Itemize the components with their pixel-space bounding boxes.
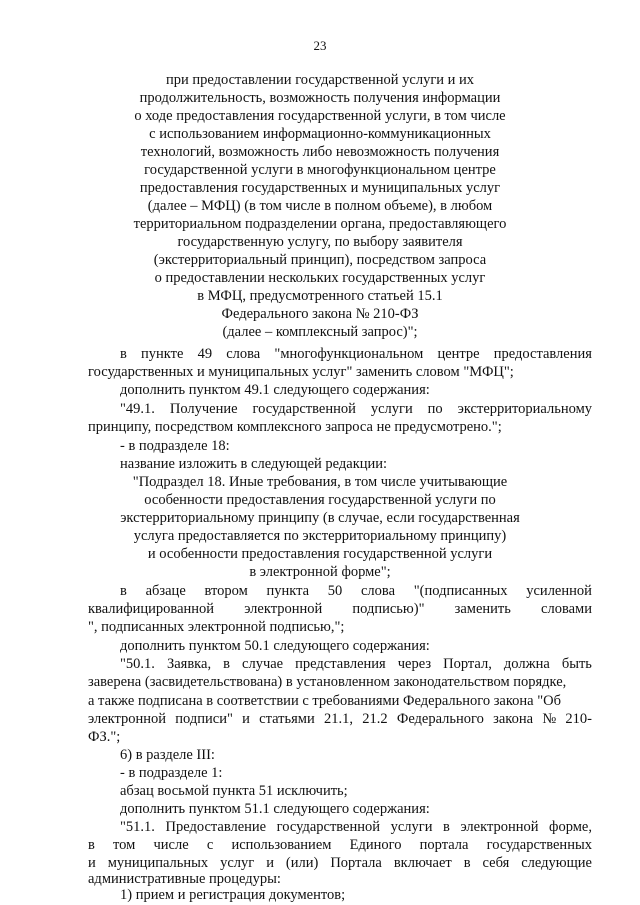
page-number: 23 — [313, 38, 327, 53]
word: подписи" — [175, 711, 233, 727]
word: 21.2 — [362, 711, 388, 727]
word: Единого — [349, 837, 402, 853]
name-edit-line: название изложить в следующей редакции: — [120, 456, 388, 472]
word: 49 — [197, 346, 213, 362]
word: словами — [541, 601, 592, 617]
word: закона — [493, 711, 534, 727]
word: услуги — [390, 819, 433, 835]
word: государственной — [276, 819, 381, 835]
word: "49.1. — [120, 401, 155, 417]
word: и — [88, 855, 96, 871]
word: экстерриториальному — [457, 401, 592, 417]
list-item-1: 1) прием и регистрация документов; — [120, 887, 346, 903]
add-point-49-1: дополнить пунктом 49.1 следующего содержания: — [120, 382, 430, 398]
word: муниципальных — [107, 855, 209, 871]
heading-line: в электронной форме"; — [249, 564, 391, 580]
text-line: заверена (засвидетельствована) в установленном законодательством порядке, — [88, 674, 567, 690]
word: пункта — [266, 583, 310, 599]
word: подписью)" — [352, 601, 425, 617]
title-line: технологий, возможность либо невозможность получения — [140, 144, 500, 160]
word: предоставления — [493, 346, 592, 362]
text-line: административные процедуры: — [88, 871, 281, 887]
word: в — [223, 656, 230, 672]
word: 21.1, — [323, 711, 353, 727]
word: "(подписанных — [413, 583, 508, 599]
heading-line: и особенности предоставления государственной услуги — [147, 546, 493, 562]
word: слова — [361, 583, 396, 599]
add-point-51-1: дополнить пунктом 51.1 следующего содержания: — [120, 801, 430, 817]
word: (или) — [285, 855, 319, 871]
title-line: о ходе предоставления государственной услуги, в том числе — [134, 108, 506, 124]
word: электронной — [244, 601, 323, 617]
text-line: ФЗ."; — [88, 729, 121, 745]
subsection-1: - в подразделе 1: — [120, 765, 223, 781]
word: электронной — [460, 819, 539, 835]
word: через — [397, 656, 432, 672]
word: использованием — [231, 837, 332, 853]
title-line: (экстерриториальный принцип), посредством запроса — [153, 252, 487, 268]
word: включает — [393, 855, 452, 871]
title-line: продолжительность, возможность получения информации — [139, 90, 501, 106]
word: случае — [242, 656, 284, 672]
word: следующие — [521, 855, 592, 871]
word: услуг — [220, 855, 255, 871]
word: форме, — [549, 819, 592, 835]
word: "многофункциональном — [274, 346, 424, 362]
word: 50 — [327, 583, 343, 599]
heading-line: услуга предоставляется по экстерриториальному принципу) — [133, 528, 507, 544]
word: в — [88, 837, 95, 853]
title-line: Федерального закона № 210-ФЗ — [221, 306, 419, 322]
word: Заявка, — [166, 656, 212, 672]
text-line: а также подписана в соответствии с требованиями Федерального закона "Об — [88, 693, 562, 709]
word: электронной — [88, 711, 167, 727]
title-line: предоставления государственных и муниципальных услуг — [139, 180, 501, 196]
word: в — [443, 819, 450, 835]
word: в — [120, 346, 127, 362]
word: усиленной — [526, 583, 592, 599]
word: быть — [561, 656, 592, 672]
word: "50.1. — [120, 656, 155, 672]
word: Федерального — [396, 711, 484, 727]
word: № — [542, 711, 557, 727]
word: слова — [226, 346, 261, 362]
word: "51.1. — [120, 819, 155, 835]
subsection-18: - в подразделе 18: — [120, 438, 230, 454]
text-line: государственных и муниципальных услуг" заменить словом "МФЦ"; — [88, 364, 514, 380]
word: государственной — [252, 401, 356, 417]
word: представления — [295, 656, 386, 672]
word: и — [266, 855, 274, 871]
heading-line: особенности предоставления государственной услуги по — [144, 492, 496, 508]
word: пункте — [141, 346, 184, 362]
word: статьями — [259, 711, 315, 727]
title-line: государственную услугу, по выбору заявителя — [177, 234, 463, 250]
title-line: (далее – МФЦ) (в том числе в полном объеме), в любом — [147, 198, 493, 214]
word: и — [242, 711, 250, 727]
word: Портала — [330, 855, 382, 871]
word: услуги — [370, 401, 413, 417]
delete-point-51: абзац восьмой пункта 51 исключить; — [120, 783, 348, 799]
add-point-50-1: дополнить пунктом 50.1 следующего содержания: — [120, 638, 430, 654]
word: Получение — [169, 401, 238, 417]
text-line: ", подписанных электронной подписью,"; — [88, 619, 345, 635]
word: центре — [437, 346, 480, 362]
word: в — [463, 855, 471, 871]
word: том — [113, 837, 136, 853]
word: Предоставление — [165, 819, 267, 835]
title-line: государственной услуги в многофункциональном центре — [144, 162, 496, 178]
title-line: (далее – комплексный запрос)"; — [222, 324, 418, 340]
word: себя — [482, 855, 510, 871]
word: 210- — [565, 711, 592, 727]
word: Портал, — [443, 656, 492, 672]
title-line: с использованием информационно-коммуникационных — [149, 126, 491, 142]
word: числе — [153, 837, 189, 853]
word: втором — [204, 583, 248, 599]
heading-line: экстерриториальному принципу (в случае, если государственная — [120, 510, 520, 526]
title-line: о предоставлении нескольких государственных услуг — [154, 270, 486, 286]
title-line: территориальном подразделении органа, предоставляющего — [133, 216, 507, 232]
text-line: принципу, посредством комплексного запроса не предусмотрено."; — [88, 419, 502, 435]
word: по — [427, 401, 443, 417]
word: абзаце — [145, 583, 186, 599]
word: должна — [503, 656, 550, 672]
word: заменить — [454, 601, 511, 617]
title-line: в МФЦ, предусмотренного статьей 15.1 — [197, 288, 443, 304]
section-6: 6) в разделе III: — [120, 747, 215, 763]
word: государственных — [486, 837, 592, 853]
word: портала — [419, 837, 469, 853]
word: с — [206, 837, 214, 853]
heading-line: "Подраздел 18. Иные требования, в том числе учитывающие — [132, 474, 508, 490]
title-line: при предоставлении государственной услуги и их — [165, 72, 475, 88]
word: квалифицированной — [88, 601, 215, 617]
word: в — [120, 583, 127, 599]
